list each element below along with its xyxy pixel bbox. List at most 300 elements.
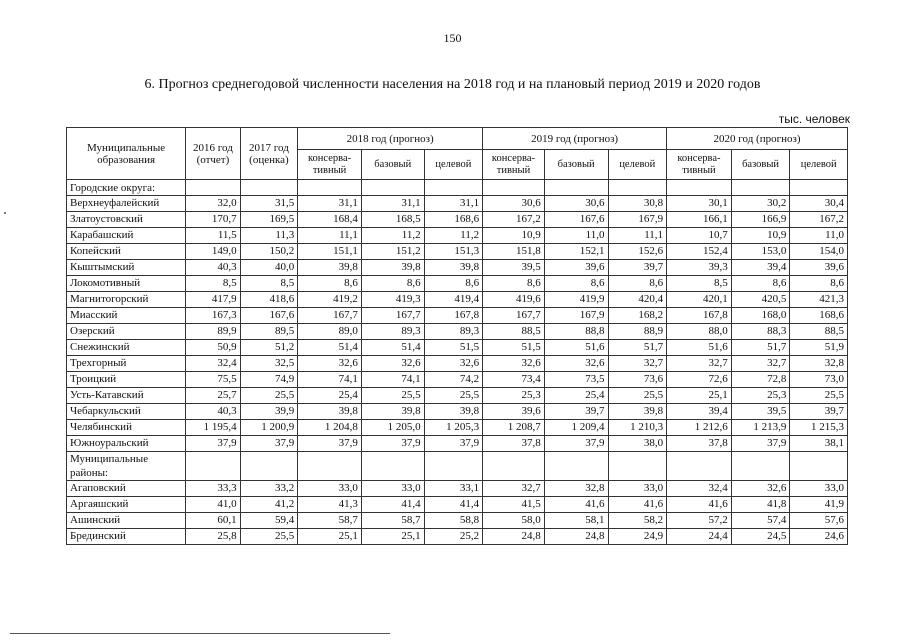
value-cell: 24,5 xyxy=(731,529,790,545)
empty-cell xyxy=(731,180,790,196)
table-row xyxy=(67,308,848,324)
value-cell: 420,4 xyxy=(608,292,667,308)
units-label: тыс. человек xyxy=(778,112,850,126)
empty-cell xyxy=(240,180,298,196)
value-cell: 8,6 xyxy=(608,276,667,292)
value-cell: 73,4 xyxy=(483,372,545,388)
value-cell: 51,5 xyxy=(424,340,483,356)
municipality-name: Чебаркульский xyxy=(67,404,186,420)
municipality-name: Магнитогорский xyxy=(67,292,186,308)
municipality-name: Златоустовский xyxy=(67,212,186,228)
value-cell: 57,4 xyxy=(731,513,790,529)
table-row xyxy=(67,404,848,420)
value-cell: 73,0 xyxy=(790,372,848,388)
table-row xyxy=(67,244,848,260)
value-cell: 37,9 xyxy=(361,436,424,452)
header-2018-base: базовый xyxy=(361,150,424,180)
value-cell: 152,1 xyxy=(544,244,608,260)
value-cell: 41,4 xyxy=(424,497,483,513)
value-cell: 168,6 xyxy=(424,212,483,228)
value-cell: 33,3 xyxy=(186,481,240,497)
header-2016: 2016 год (отчет) xyxy=(186,128,240,180)
value-cell: 166,9 xyxy=(731,212,790,228)
value-cell: 167,7 xyxy=(361,308,424,324)
section-row xyxy=(67,180,848,196)
table-row xyxy=(67,481,848,497)
value-cell: 168,5 xyxy=(361,212,424,228)
empty-cell xyxy=(361,452,424,481)
value-cell: 24,8 xyxy=(544,529,608,545)
value-cell: 41,6 xyxy=(544,497,608,513)
municipality-name: Челябинский xyxy=(67,420,186,436)
value-cell: 167,2 xyxy=(483,212,545,228)
value-cell: 37,9 xyxy=(424,436,483,452)
municipality-name: Агаповский xyxy=(67,481,186,497)
value-cell: 32,4 xyxy=(186,356,240,372)
table-row xyxy=(67,529,848,545)
value-cell: 37,8 xyxy=(483,436,545,452)
value-cell: 58,2 xyxy=(608,513,667,529)
municipality-name: Аргаяшский xyxy=(67,497,186,513)
value-cell: 41,6 xyxy=(608,497,667,513)
value-cell: 39,8 xyxy=(298,260,362,276)
value-cell: 150,2 xyxy=(240,244,298,260)
table-row xyxy=(67,340,848,356)
value-cell: 89,5 xyxy=(240,324,298,340)
empty-cell xyxy=(667,180,732,196)
value-cell: 31,1 xyxy=(424,196,483,212)
value-cell: 32,4 xyxy=(667,481,732,497)
value-cell: 25,5 xyxy=(361,388,424,404)
value-cell: 32,6 xyxy=(361,356,424,372)
value-cell: 37,9 xyxy=(186,436,240,452)
header-2020-conservative: консерва-тивный xyxy=(667,150,732,180)
value-cell: 30,1 xyxy=(667,196,732,212)
value-cell: 39,6 xyxy=(790,260,848,276)
table-row xyxy=(67,497,848,513)
value-cell: 30,4 xyxy=(790,196,848,212)
value-cell: 167,3 xyxy=(186,308,240,324)
value-cell: 25,5 xyxy=(424,388,483,404)
population-forecast-table xyxy=(66,127,848,545)
empty-cell xyxy=(186,452,240,481)
margin-mark xyxy=(4,212,6,214)
value-cell: 41,5 xyxy=(483,497,545,513)
value-cell: 167,6 xyxy=(240,308,298,324)
value-cell: 89,0 xyxy=(298,324,362,340)
header-2020-target: целевой xyxy=(790,150,848,180)
table-body xyxy=(67,180,848,545)
footer-rule xyxy=(10,633,390,634)
value-cell: 25,8 xyxy=(186,529,240,545)
value-cell: 58,1 xyxy=(544,513,608,529)
table-row xyxy=(67,260,848,276)
value-cell: 39,8 xyxy=(361,260,424,276)
value-cell: 168,4 xyxy=(298,212,362,228)
value-cell: 51,6 xyxy=(667,340,732,356)
value-cell: 32,7 xyxy=(608,356,667,372)
value-cell: 152,4 xyxy=(667,244,732,260)
municipality-name: Усть-Катавский xyxy=(67,388,186,404)
value-cell: 417,9 xyxy=(186,292,240,308)
header-2020-base: базовый xyxy=(731,150,790,180)
value-cell: 151,8 xyxy=(483,244,545,260)
empty-cell xyxy=(424,180,483,196)
value-cell: 39,5 xyxy=(483,260,545,276)
empty-cell xyxy=(186,180,240,196)
value-cell: 25,7 xyxy=(186,388,240,404)
value-cell: 72,8 xyxy=(731,372,790,388)
value-cell: 41,9 xyxy=(790,497,848,513)
value-cell: 37,9 xyxy=(544,436,608,452)
value-cell: 8,5 xyxy=(667,276,732,292)
municipality-name: Миасский xyxy=(67,308,186,324)
value-cell: 8,5 xyxy=(240,276,298,292)
value-cell: 151,3 xyxy=(424,244,483,260)
table-row xyxy=(67,513,848,529)
empty-cell xyxy=(608,452,667,481)
value-cell: 88,3 xyxy=(731,324,790,340)
value-cell: 88,5 xyxy=(483,324,545,340)
value-cell: 51,4 xyxy=(361,340,424,356)
value-cell: 421,3 xyxy=(790,292,848,308)
municipality-name: Трехгорный xyxy=(67,356,186,372)
section-title: Городские округа: xyxy=(67,180,186,196)
table-row xyxy=(67,356,848,372)
value-cell: 30,8 xyxy=(608,196,667,212)
header-2019-base: базовый xyxy=(544,150,608,180)
value-cell: 33,0 xyxy=(361,481,424,497)
value-cell: 39,6 xyxy=(483,404,545,420)
table-row xyxy=(67,420,848,436)
value-cell: 419,2 xyxy=(298,292,362,308)
value-cell: 39,8 xyxy=(424,260,483,276)
value-cell: 41,8 xyxy=(731,497,790,513)
value-cell: 74,2 xyxy=(424,372,483,388)
value-cell: 24,9 xyxy=(608,529,667,545)
value-cell: 8,6 xyxy=(483,276,545,292)
value-cell: 8,6 xyxy=(424,276,483,292)
value-cell: 32,7 xyxy=(483,481,545,497)
value-cell: 39,7 xyxy=(544,404,608,420)
value-cell: 74,1 xyxy=(361,372,424,388)
value-cell: 11,1 xyxy=(608,228,667,244)
value-cell: 419,6 xyxy=(483,292,545,308)
value-cell: 154,0 xyxy=(790,244,848,260)
value-cell: 32,6 xyxy=(544,356,608,372)
value-cell: 37,9 xyxy=(731,436,790,452)
value-cell: 11,1 xyxy=(298,228,362,244)
empty-cell xyxy=(298,452,362,481)
value-cell: 41,3 xyxy=(298,497,362,513)
value-cell: 37,9 xyxy=(240,436,298,452)
table-row xyxy=(67,212,848,228)
value-cell: 88,9 xyxy=(608,324,667,340)
value-cell: 51,6 xyxy=(544,340,608,356)
value-cell: 25,5 xyxy=(608,388,667,404)
value-cell: 151,1 xyxy=(298,244,362,260)
value-cell: 58,7 xyxy=(298,513,362,529)
value-cell: 30,6 xyxy=(544,196,608,212)
value-cell: 39,8 xyxy=(608,404,667,420)
value-cell: 39,7 xyxy=(608,260,667,276)
value-cell: 39,3 xyxy=(667,260,732,276)
table-row xyxy=(67,436,848,452)
value-cell: 10,9 xyxy=(483,228,545,244)
value-cell: 169,5 xyxy=(240,212,298,228)
value-cell: 1 208,7 xyxy=(483,420,545,436)
value-cell: 74,1 xyxy=(298,372,362,388)
value-cell: 39,8 xyxy=(424,404,483,420)
value-cell: 41,0 xyxy=(186,497,240,513)
value-cell: 24,6 xyxy=(790,529,848,545)
value-cell: 11,0 xyxy=(790,228,848,244)
value-cell: 8,6 xyxy=(298,276,362,292)
value-cell: 73,5 xyxy=(544,372,608,388)
value-cell: 32,6 xyxy=(298,356,362,372)
value-cell: 1 195,4 xyxy=(186,420,240,436)
value-cell: 74,9 xyxy=(240,372,298,388)
empty-cell xyxy=(790,180,848,196)
municipality-name: Озерский xyxy=(67,324,186,340)
value-cell: 1 215,3 xyxy=(790,420,848,436)
value-cell: 32,6 xyxy=(483,356,545,372)
header-2017: 2017 год (оценка) xyxy=(240,128,298,180)
value-cell: 89,3 xyxy=(424,324,483,340)
value-cell: 33,0 xyxy=(298,481,362,497)
value-cell: 8,6 xyxy=(731,276,790,292)
value-cell: 57,6 xyxy=(790,513,848,529)
value-cell: 1 200,9 xyxy=(240,420,298,436)
value-cell: 11,5 xyxy=(186,228,240,244)
value-cell: 40,3 xyxy=(186,260,240,276)
value-cell: 58,0 xyxy=(483,513,545,529)
value-cell: 89,3 xyxy=(361,324,424,340)
value-cell: 72,6 xyxy=(667,372,732,388)
value-cell: 25,2 xyxy=(424,529,483,545)
municipality-name: Снежинский xyxy=(67,340,186,356)
value-cell: 1 213,9 xyxy=(731,420,790,436)
empty-cell xyxy=(240,452,298,481)
value-cell: 40,0 xyxy=(240,260,298,276)
municipality-name: Троицкий xyxy=(67,372,186,388)
value-cell: 1 205,0 xyxy=(361,420,424,436)
empty-cell xyxy=(424,452,483,481)
value-cell: 88,5 xyxy=(790,324,848,340)
page-number: 150 xyxy=(443,31,462,45)
empty-cell xyxy=(298,180,362,196)
value-cell: 168,6 xyxy=(790,308,848,324)
value-cell: 75,5 xyxy=(186,372,240,388)
value-cell: 41,6 xyxy=(667,497,732,513)
value-cell: 33,0 xyxy=(790,481,848,497)
value-cell: 167,2 xyxy=(790,212,848,228)
value-cell: 31,5 xyxy=(240,196,298,212)
value-cell: 167,7 xyxy=(483,308,545,324)
value-cell: 38,1 xyxy=(790,436,848,452)
table-row xyxy=(67,324,848,340)
value-cell: 59,4 xyxy=(240,513,298,529)
header-2019-conservative: консерва-тивный xyxy=(483,150,545,180)
value-cell: 58,7 xyxy=(361,513,424,529)
value-cell: 51,7 xyxy=(731,340,790,356)
value-cell: 167,6 xyxy=(544,212,608,228)
value-cell: 60,1 xyxy=(186,513,240,529)
value-cell: 39,9 xyxy=(240,404,298,420)
value-cell: 418,6 xyxy=(240,292,298,308)
value-cell: 58,8 xyxy=(424,513,483,529)
value-cell: 11,2 xyxy=(361,228,424,244)
municipality-name: Карабашский xyxy=(67,228,186,244)
value-cell: 8,6 xyxy=(361,276,424,292)
value-cell: 89,9 xyxy=(186,324,240,340)
header-2019-group: 2019 год (прогноз) xyxy=(483,128,667,150)
value-cell: 1 212,6 xyxy=(667,420,732,436)
value-cell: 25,5 xyxy=(790,388,848,404)
value-cell: 73,6 xyxy=(608,372,667,388)
municipality-name: Ашинский xyxy=(67,513,186,529)
empty-cell xyxy=(361,180,424,196)
value-cell: 32,5 xyxy=(240,356,298,372)
value-cell: 30,2 xyxy=(731,196,790,212)
value-cell: 41,4 xyxy=(361,497,424,513)
value-cell: 151,2 xyxy=(361,244,424,260)
value-cell: 24,4 xyxy=(667,529,732,545)
value-cell: 420,5 xyxy=(731,292,790,308)
value-cell: 25,1 xyxy=(667,388,732,404)
value-cell: 51,7 xyxy=(608,340,667,356)
value-cell: 167,9 xyxy=(608,212,667,228)
value-cell: 31,1 xyxy=(298,196,362,212)
value-cell: 51,9 xyxy=(790,340,848,356)
value-cell: 153,0 xyxy=(731,244,790,260)
municipality-name: Локомотивный xyxy=(67,276,186,292)
header-municipality: Муниципальные образования xyxy=(67,128,186,180)
municipality-name: Южноуральский xyxy=(67,436,186,452)
value-cell: 149,0 xyxy=(186,244,240,260)
value-cell: 8,6 xyxy=(790,276,848,292)
value-cell: 24,8 xyxy=(483,529,545,545)
value-cell: 32,8 xyxy=(790,356,848,372)
value-cell: 1 205,3 xyxy=(424,420,483,436)
value-cell: 51,5 xyxy=(483,340,545,356)
value-cell: 32,7 xyxy=(731,356,790,372)
value-cell: 33,0 xyxy=(608,481,667,497)
value-cell: 25,3 xyxy=(731,388,790,404)
value-cell: 168,2 xyxy=(608,308,667,324)
value-cell: 11,3 xyxy=(240,228,298,244)
value-cell: 30,6 xyxy=(483,196,545,212)
value-cell: 32,8 xyxy=(544,481,608,497)
value-cell: 39,6 xyxy=(544,260,608,276)
value-cell: 168,0 xyxy=(731,308,790,324)
value-cell: 25,1 xyxy=(361,529,424,545)
value-cell: 51,4 xyxy=(298,340,362,356)
value-cell: 38,0 xyxy=(608,436,667,452)
empty-cell xyxy=(483,452,545,481)
table-row xyxy=(67,292,848,308)
value-cell: 419,9 xyxy=(544,292,608,308)
value-cell: 39,8 xyxy=(361,404,424,420)
value-cell: 420,1 xyxy=(667,292,732,308)
value-cell: 39,4 xyxy=(667,404,732,420)
value-cell: 31,1 xyxy=(361,196,424,212)
value-cell: 10,9 xyxy=(731,228,790,244)
section-row xyxy=(67,452,848,481)
value-cell: 25,4 xyxy=(544,388,608,404)
value-cell: 1 209,4 xyxy=(544,420,608,436)
table-row xyxy=(67,372,848,388)
value-cell: 8,6 xyxy=(544,276,608,292)
section-title: Муниципальные районы: xyxy=(67,452,186,481)
value-cell: 25,4 xyxy=(298,388,362,404)
empty-cell xyxy=(544,180,608,196)
header-2019-target: целевой xyxy=(608,150,667,180)
value-cell: 419,3 xyxy=(361,292,424,308)
empty-cell xyxy=(608,180,667,196)
value-cell: 37,9 xyxy=(298,436,362,452)
value-cell: 33,1 xyxy=(424,481,483,497)
table-title: 6. Прогноз среднегодовой численности населения на 2018 год и на плановый период 2019 и 2020 годов xyxy=(144,77,761,92)
value-cell: 40,3 xyxy=(186,404,240,420)
value-cell: 39,7 xyxy=(790,404,848,420)
empty-cell xyxy=(731,452,790,481)
empty-cell xyxy=(483,180,545,196)
table-row xyxy=(67,196,848,212)
municipality-name: Копейский xyxy=(67,244,186,260)
value-cell: 32,6 xyxy=(731,481,790,497)
value-cell: 170,7 xyxy=(186,212,240,228)
header-2018-target: целевой xyxy=(424,150,483,180)
value-cell: 88,0 xyxy=(667,324,732,340)
header-2018-group: 2018 год (прогноз) xyxy=(298,128,483,150)
value-cell: 32,7 xyxy=(667,356,732,372)
value-cell: 33,2 xyxy=(240,481,298,497)
value-cell: 50,9 xyxy=(186,340,240,356)
value-cell: 167,9 xyxy=(544,308,608,324)
value-cell: 1 210,3 xyxy=(608,420,667,436)
value-cell: 152,6 xyxy=(608,244,667,260)
header-2020-group: 2020 год (прогноз) xyxy=(667,128,848,150)
empty-cell xyxy=(667,452,732,481)
municipality-name: Верхнеуфалейский xyxy=(67,196,186,212)
value-cell: 25,3 xyxy=(483,388,545,404)
empty-cell xyxy=(790,452,848,481)
value-cell: 10,7 xyxy=(667,228,732,244)
value-cell: 11,2 xyxy=(424,228,483,244)
municipality-name: Брединский xyxy=(67,529,186,545)
value-cell: 25,5 xyxy=(240,529,298,545)
value-cell: 11,0 xyxy=(544,228,608,244)
empty-cell xyxy=(544,452,608,481)
header-2018-conservative: консерва-тивный xyxy=(298,150,362,180)
value-cell: 8,5 xyxy=(186,276,240,292)
value-cell: 57,2 xyxy=(667,513,732,529)
value-cell: 167,7 xyxy=(298,308,362,324)
value-cell: 39,5 xyxy=(731,404,790,420)
value-cell: 37,8 xyxy=(667,436,732,452)
value-cell: 1 204,8 xyxy=(298,420,362,436)
table-row xyxy=(67,228,848,244)
value-cell: 166,1 xyxy=(667,212,732,228)
table-row xyxy=(67,276,848,292)
table-row xyxy=(67,388,848,404)
value-cell: 32,6 xyxy=(424,356,483,372)
value-cell: 39,4 xyxy=(731,260,790,276)
value-cell: 39,8 xyxy=(298,404,362,420)
value-cell: 88,8 xyxy=(544,324,608,340)
municipality-name: Кыштымский xyxy=(67,260,186,276)
